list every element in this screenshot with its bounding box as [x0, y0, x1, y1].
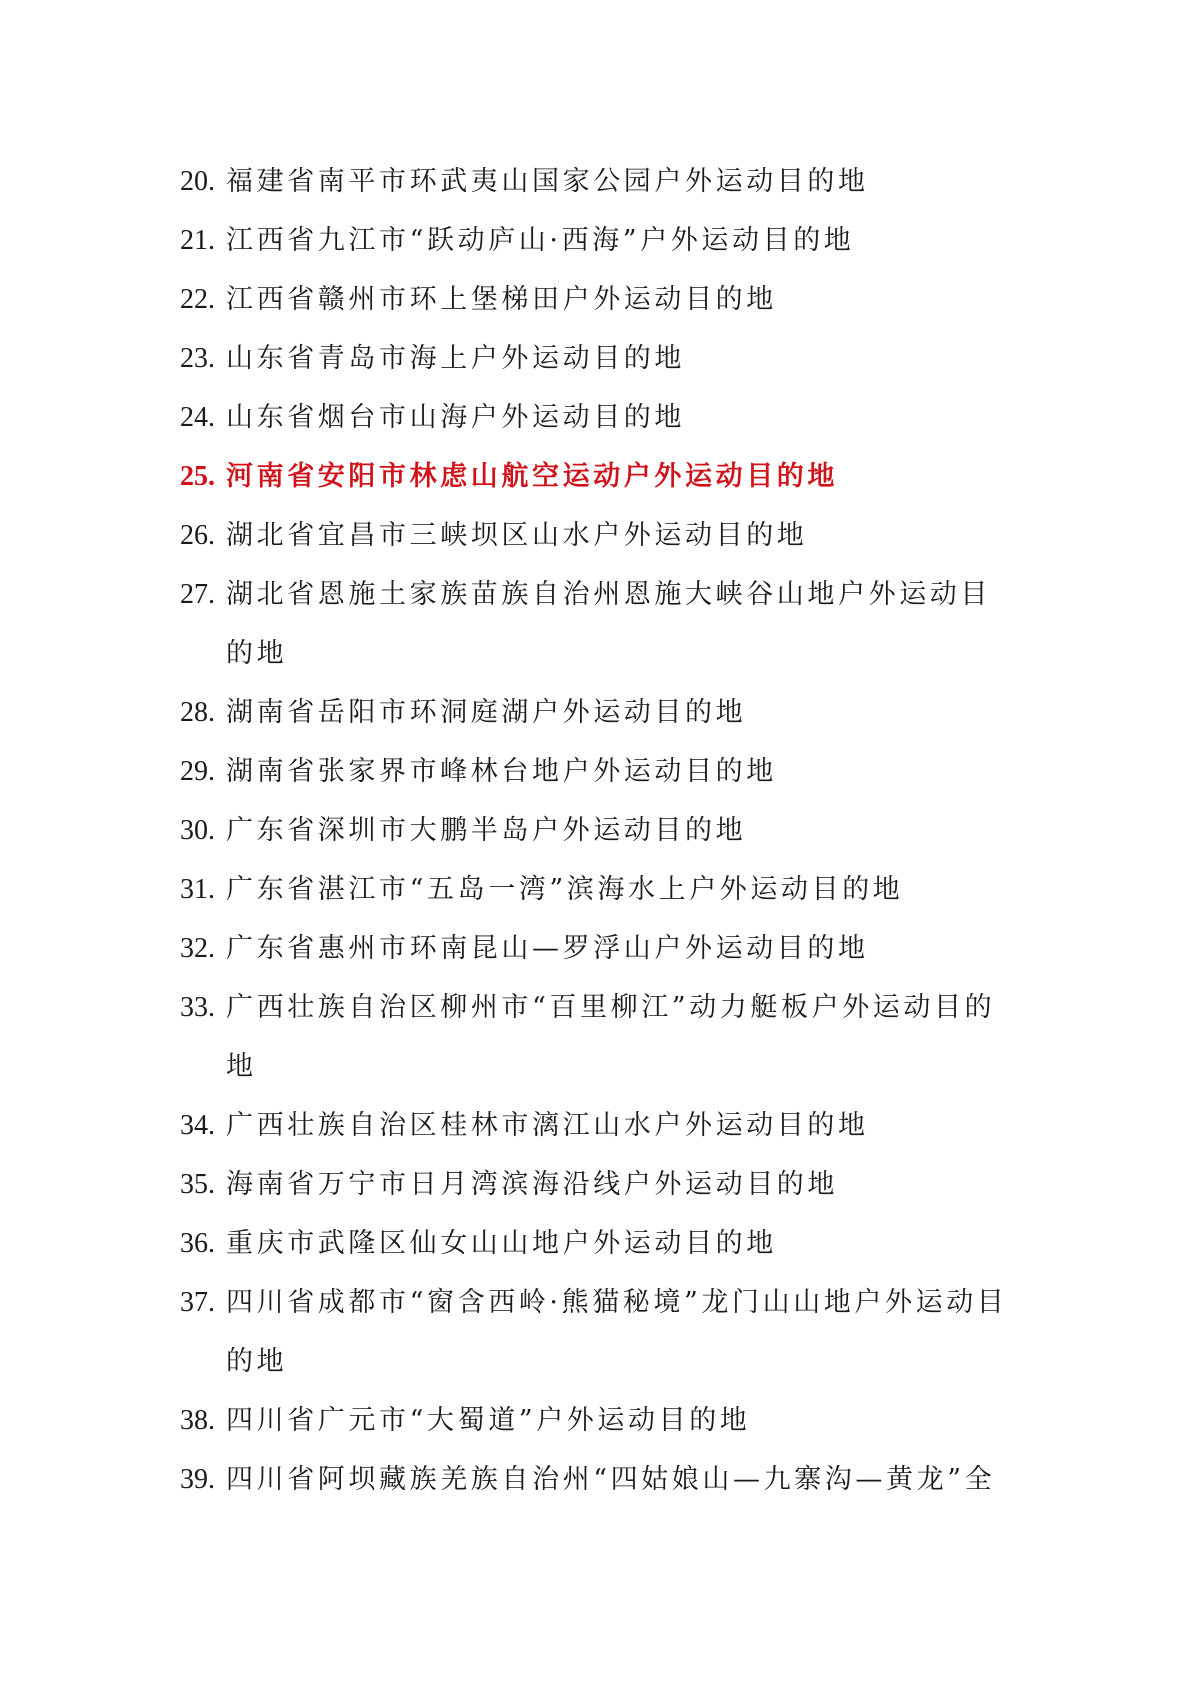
item-text: 山东省烟台市山海户外运动目的地: [226, 402, 685, 433]
item-number: 31.: [180, 874, 215, 905]
item-text: 湖北省恩施土家族苗族自治州恩施大峡谷山地户外运动目的地: [226, 579, 991, 669]
item-number: 34.: [180, 1110, 215, 1141]
list-item: [180, 506, 1020, 565]
list-item: [180, 1096, 1020, 1155]
item-text: 广东省湛江市“五岛一湾”滨海水上户外运动目的地: [226, 874, 904, 905]
item-number: 35.: [180, 1169, 215, 1200]
item-text: 湖北省宜昌市三峡坝区山水户外运动目的地: [226, 520, 808, 551]
list-item: [180, 978, 1020, 1096]
list-item: [180, 329, 1020, 388]
item-number: 22.: [180, 284, 215, 315]
list-item: [180, 919, 1020, 978]
list-item: [180, 1155, 1020, 1214]
list-item: [180, 683, 1020, 742]
item-text: 重庆市武隆区仙女山山地户外运动目的地: [226, 1228, 777, 1259]
list-item: [180, 388, 1020, 447]
item-number: 21.: [180, 225, 215, 256]
item-number: 36.: [180, 1228, 215, 1259]
item-number: 26.: [180, 520, 215, 551]
item-text: 湖南省张家界市峰林台地户外运动目的地: [226, 756, 777, 787]
item-text: 河南省安阳市林虑山航空运动户外运动目的地: [226, 461, 838, 492]
item-text: 广西壮族自治区柳州市“百里柳江”动力艇板户外运动目的地: [226, 992, 996, 1082]
item-text: 四川省成都市“窗含西岭·熊猫秘境”龙门山山地户外运动目的地: [226, 1287, 1008, 1377]
item-number: 23.: [180, 343, 215, 374]
item-number: 30.: [180, 815, 215, 846]
item-number: 20.: [180, 166, 215, 197]
destination-list: [180, 152, 1020, 1509]
list-item: [180, 1273, 1020, 1391]
item-number: 27.: [180, 579, 215, 610]
item-number: 24.: [180, 402, 215, 433]
list-item: [180, 742, 1020, 801]
list-item: [180, 801, 1020, 860]
item-text: 湖南省岳阳市环洞庭湖户外运动目的地: [226, 697, 747, 728]
item-number: 25.: [180, 461, 215, 492]
list-item: [180, 1450, 1020, 1509]
list-item: [180, 565, 1020, 683]
item-text: 广东省深圳市大鹏半岛户外运动目的地: [226, 815, 747, 846]
item-text: 福建省南平市环武夷山国家公园户外运动目的地: [226, 166, 869, 197]
list-item: [180, 1214, 1020, 1273]
list-item: [180, 860, 1020, 919]
list-item-highlighted: [180, 447, 1020, 506]
item-number: 28.: [180, 697, 215, 728]
item-number: 33.: [180, 992, 215, 1023]
item-text: 四川省广元市“大蜀道”户外运动目的地: [226, 1405, 751, 1436]
list-item: [180, 1391, 1020, 1450]
item-number: 38.: [180, 1405, 215, 1436]
item-text: 广东省惠州市环南昆山—罗浮山户外运动目的地: [226, 933, 869, 964]
list-item: [180, 211, 1020, 270]
item-text: 四川省阿坝藏族羌族自治州“四姑娘山—九寨沟—黄龙”全: [226, 1464, 996, 1495]
item-text: 江西省九江市“跃动庐山·西海”户外运动目的地: [226, 225, 855, 256]
list-item: [180, 152, 1020, 211]
list-item: [180, 270, 1020, 329]
item-text: 江西省赣州市环上堡梯田户外运动目的地: [226, 284, 777, 315]
item-text: 山东省青岛市海上户外运动目的地: [226, 343, 685, 374]
item-text: 广西壮族自治区桂林市漓江山水户外运动目的地: [226, 1110, 869, 1141]
item-text: 海南省万宁市日月湾滨海沿线户外运动目的地: [226, 1169, 838, 1200]
item-number: 29.: [180, 756, 215, 787]
item-number: 39.: [180, 1464, 215, 1495]
item-number: 37.: [180, 1287, 215, 1318]
item-number: 32.: [180, 933, 215, 964]
